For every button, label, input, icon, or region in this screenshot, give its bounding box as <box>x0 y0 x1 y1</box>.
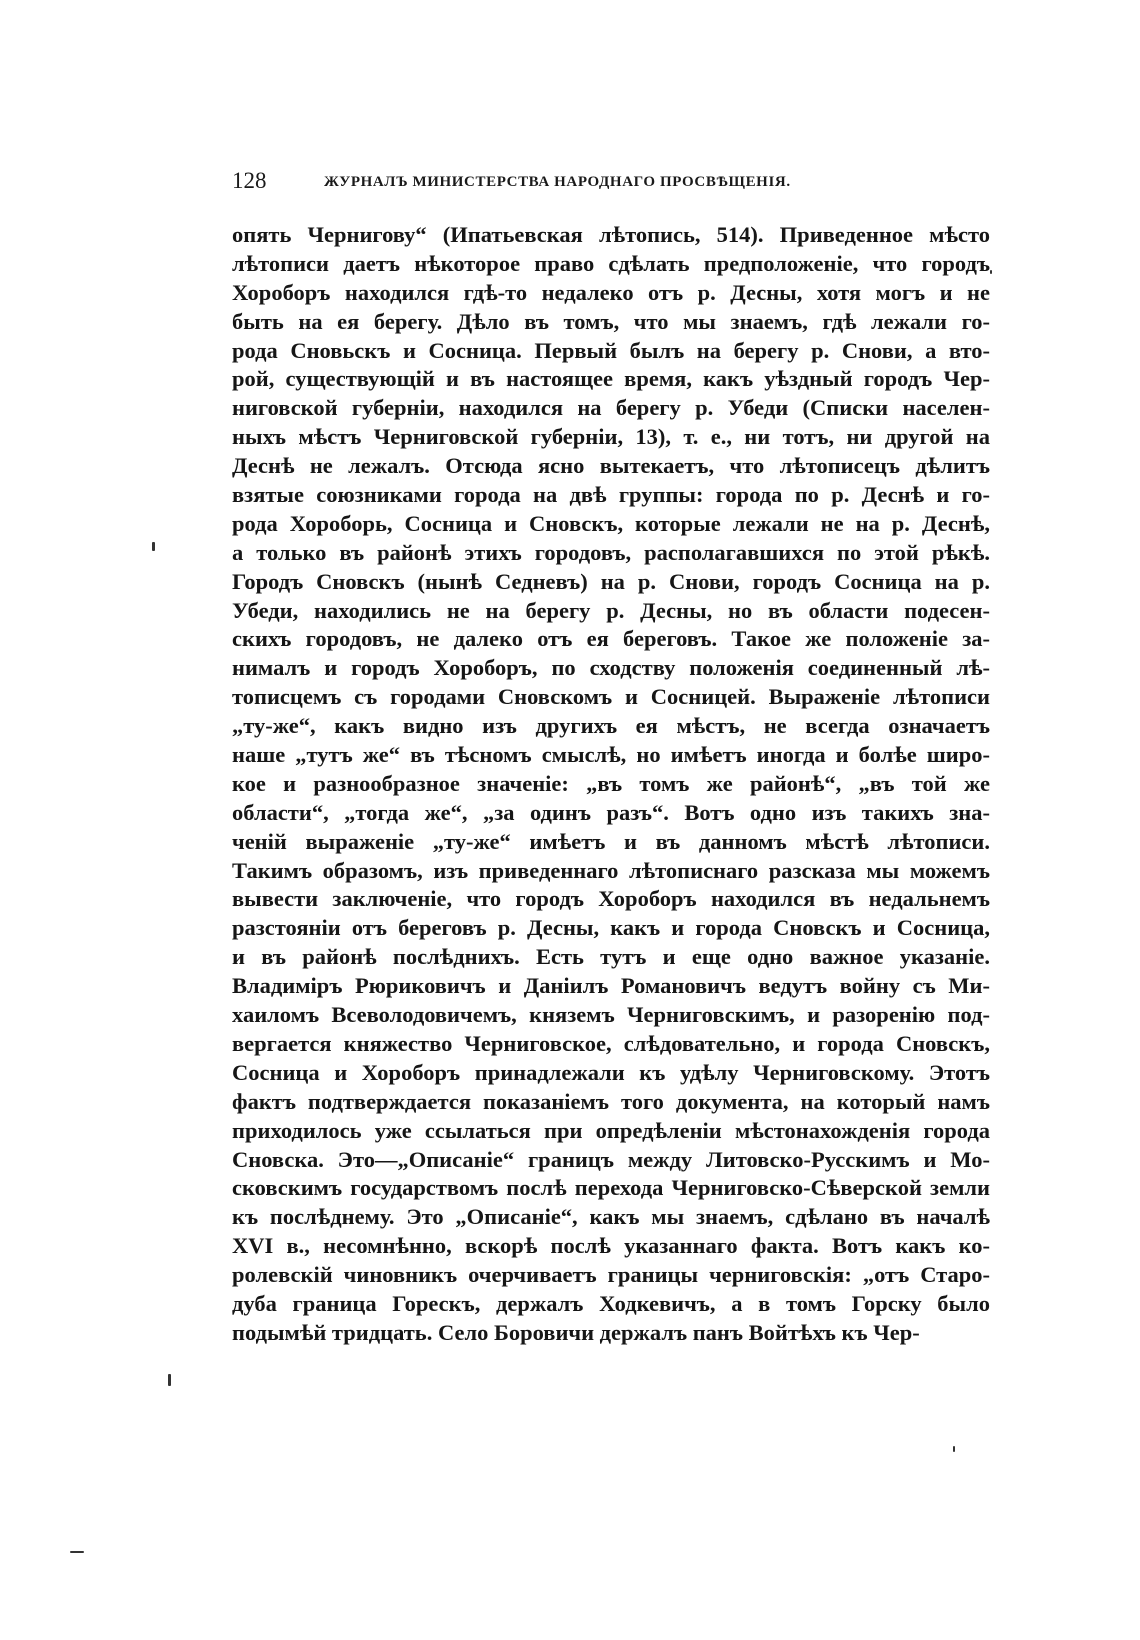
text-line: Такимъ образомъ, изъ приведеннаго лѣтописнаго разсказа мы можемъ <box>232 857 990 883</box>
text-line: Убеди, находились не на берегу р. Десны, но въ области подесен- <box>232 597 990 623</box>
text-line: кое и разнообразное значеніе: „въ томъ же районѣ“, „въ той же <box>232 770 990 796</box>
text-line: рода Хороборь, Сосница и Сновскъ, которые лежали не на р. Деснѣ, <box>232 510 990 536</box>
page-number: 128 <box>232 168 267 193</box>
text-line: подымѣй тридцать. Село Боровичи держалъ панъ Войтѣхъ къ Чер- <box>232 1319 920 1345</box>
text-line: къ послѣднему. Это „Описаніе“, какъ мы знаемъ, сдѣлано въ началѣ <box>232 1204 990 1230</box>
text-line: приходилось уже ссылаться при опредѣленіи мѣстонахожденія города <box>232 1117 990 1143</box>
scan-speck <box>152 542 155 551</box>
text-line: скихъ городовъ, не далеко отъ ея береговъ. Такое же положеніе за- <box>232 626 990 652</box>
text-line: лѣтописи даетъ нѣкоторое право сдѣлать предположеніе, что городъ <box>232 250 990 276</box>
text-line: опять Чернигову“ (Ипатьевская лѣтопись, 514). Приведенное мѣсто <box>232 222 990 247</box>
text-line: тописцемъ съ городами Сновскомъ и Сосницей. Выраженіе лѣтописи <box>232 684 990 710</box>
text-line: рода Сновьскъ и Сосница. Первый былъ на берегу р. Снови, а вто- <box>232 337 990 363</box>
text-line: ниговской губерніи, находился на берегу р. Убеди (Списки населен- <box>232 395 990 421</box>
text-line: вывести заключеніе, что городъ Хороборъ находился въ недальнемъ <box>232 886 990 912</box>
scan-speck <box>990 270 992 274</box>
text-line: „ту-же“, какъ видно изъ другихъ ея мѣстъ, не всегда означаетъ <box>232 713 990 739</box>
text-line: Хороборъ находился гдѣ-то недалеко отъ р. Десны, хотя могъ и не <box>232 279 990 305</box>
text-line: Сосница и Хороборъ принадлежали къ удѣлу Черниговскому. Этотъ <box>232 1059 990 1085</box>
text-line: взятые союзниками города на двѣ группы: города по р. Деснѣ и го- <box>232 482 990 508</box>
body-paragraph <box>232 221 990 1348</box>
text-line: рой, существующій и въ настоящее время, какъ уѣздный городъ Чер- <box>232 366 990 392</box>
text-line: разстояніи отъ береговъ р. Десны, какъ и города Сновскъ и Сосница, <box>232 915 990 941</box>
text-line: ченій выраженіе „ту-же“ имѣетъ и въ данномъ мѣстѣ лѣтописи. <box>232 828 990 854</box>
text-line: нималъ и городъ Хороборъ, по сходству положенія соединенный лѣ- <box>232 655 990 681</box>
text-line: вергается княжество Черниговское, слѣдовательно, и города Сновскъ, <box>232 1030 990 1056</box>
page-header <box>232 166 932 196</box>
text-line: дуба граница Горескъ, держалъ Ходкевичъ, а в томъ Горску было <box>232 1290 990 1316</box>
scan-speck <box>168 1374 171 1386</box>
text-line: фактъ подтверждается показаніемъ того документа, на который намъ <box>232 1088 990 1114</box>
text-line: и въ районѣ послѣднихъ. Есть тутъ и еще одно важное указаніе. <box>232 944 990 970</box>
text-line: ролевскій чиновникъ очерчиваетъ границы черниговскія: „отъ Старо- <box>232 1262 990 1288</box>
scan-speck <box>70 1551 84 1553</box>
text-line: Городъ Сновскъ (нынѣ Седневъ) на р. Снови, городъ Сосница на р. <box>232 568 990 594</box>
text-line: хаиломъ Всеволодовичемъ, княземъ Черниговскимъ, и разоренію под- <box>232 1002 990 1028</box>
running-title: ЖУРНАЛЪ МИНИСТЕРСТВА НАРОДНАГО ПРОСВѢЩЕНІЯ. <box>324 174 791 190</box>
text-line: Деснѣ не лежалъ. Отсюда ясно вытекаетъ, что лѣтописецъ дѣлитъ <box>232 453 990 479</box>
scan-speck <box>953 1446 955 1452</box>
text-line: ныхъ мѣстъ Черниговской губерніи, 13), т. е., ни тотъ, ни другой на <box>232 424 990 450</box>
text-line: быть на ея берегу. Дѣло въ томъ, что мы знаемъ, гдѣ лежали го- <box>232 308 990 334</box>
text-line: XVI в., несомнѣнно, вскорѣ послѣ указаннаго факта. Вотъ какъ ко- <box>232 1233 990 1259</box>
text-line: сковскимъ государствомъ послѣ перехода Черниговско-Сѣверской земли <box>232 1175 990 1201</box>
text-line: Сновска. Это—„Описаніе“ границъ между Литовско-Русскимъ и Мо- <box>232 1146 990 1172</box>
text-line: а только въ районѣ этихъ городовъ, располагавшихся по этой рѣкѣ. <box>232 539 990 565</box>
text-line: области“, „тогда же“, „за одинъ разъ“. Вотъ одно изъ такихъ зна- <box>232 799 990 825</box>
text-line: Владиміръ Рюриковичъ и Даніилъ Романовичъ ведутъ войну съ Ми- <box>232 973 990 999</box>
text-line: наше „тутъ же“ въ тѣсномъ смыслѣ, но имѣетъ иногда и болѣе широ- <box>232 742 990 768</box>
